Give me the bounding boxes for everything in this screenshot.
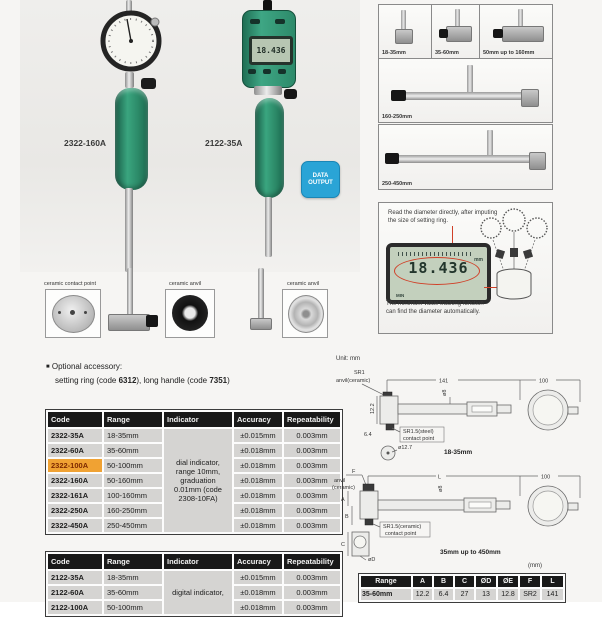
cell: ±0.018mm [234,489,282,502]
digital-gauge-display: 18.436 [249,36,293,65]
header-cell: Indicator [164,554,232,569]
head-knob [385,153,399,164]
table-row [361,589,563,600]
cell: 0.003mm [284,489,340,502]
head-tube [404,92,524,100]
dim-6-4: 6.4 [364,432,372,438]
lcd-min-indicator: MIN [396,293,405,298]
dim-100: 100 [541,474,551,481]
header-cell: Accuracy [234,412,282,427]
head-knob [493,29,503,38]
cell: ±0.018mm [234,459,282,472]
cell: ±0.018mm [234,586,282,599]
cell: 250-450mm [104,519,162,532]
cell: 50-100mm [104,601,162,614]
head-panel-label: 50mm up to 160mm [483,50,535,56]
unit-note: Unit: mm [336,356,360,362]
head-panel-label: 250-450mm [382,181,412,187]
cell: 141 [542,589,563,600]
ceramic-contact-point-label: ceramic contact point [44,281,96,287]
dial-gauge-handle [115,88,148,190]
spec-table-digital [45,551,343,617]
head-panel-18-35 [378,4,432,59]
dial-indicator-face [100,10,162,72]
dim-od: øD [368,557,376,563]
anvil-label-1: anvil [334,478,346,484]
head-rod [455,9,460,27]
dim-a: A [341,497,345,503]
head-body [446,26,472,42]
accessory-code-ring: 6312 [118,376,137,385]
contact-point-center [70,310,75,315]
head-knob [391,90,406,101]
cell: ±0.018mm [234,444,282,457]
dial-gauge-code-label: 2322-160A [64,138,107,148]
gauge-head-knob [146,315,158,327]
header-cell: C [455,576,474,587]
table-header-row [361,576,563,587]
header-cell: L [542,576,563,587]
cell: 12.2 [413,589,432,600]
cell: ±0.015mm [234,429,282,442]
dial-gauge-stem [125,72,134,88]
cell: 2122-100A [48,601,102,614]
header-cell: Range [104,412,162,427]
cell: 2322-60A [48,444,102,457]
lcd-unit: mm [474,257,483,263]
gauge-head-foot [250,318,272,330]
cell: 0.003mm [284,459,340,472]
header-cell: Code [48,554,102,569]
cell: 18-35mm [104,429,162,442]
header-cell: A [413,576,432,587]
technical-drawing-18-35 [332,366,600,464]
head-rod [467,65,473,95]
product-photo-area [20,0,360,272]
red-highlight-oval [394,257,480,285]
anvil-label-2: (ceramic) [332,485,355,491]
info-bottom-text [386,301,516,316]
dim-100: 100 [539,378,549,385]
cell: 12.8 [498,589,518,600]
head-rod [518,9,523,27]
head-body [395,29,413,44]
cell: SR2 [520,589,540,600]
header-cell: F [520,576,540,587]
digital-gauge-lower-rod [265,197,272,257]
cell-indicator: dial indicator, range 10mm, graduation 0.01mm (code 2308-10FA) [164,429,232,532]
head-tip [521,89,539,107]
gauge-head [108,314,150,331]
digital-gauge-button [250,19,260,24]
head-panel-250-450 [378,124,553,190]
dim-c: C [341,542,345,548]
cell: 0.003mm [284,519,340,532]
optional-accessory-note [46,360,336,387]
cell: 35-60mm [104,586,162,599]
header-cell: Range [104,554,162,569]
cell: ±0.018mm [234,474,282,487]
contact-point-label-1: SR1.5(ceramic) [383,524,422,530]
dimensions-table [358,573,566,603]
digital-gauge-clamp-knob [284,89,297,99]
ceramic-anvil-label: ceramic anvil [287,281,320,287]
header-cell: Indicator [164,412,232,427]
cell: ±0.018mm [234,504,282,517]
cell: 100-160mm [104,489,162,502]
cell: 2322-450A [48,519,102,532]
cell: 13 [476,589,496,600]
table-header-row [48,554,340,569]
header-cell: Repeatability [284,412,340,427]
dim-12-2: 12.2 [370,403,376,414]
accessory-line2-post: ) [227,376,230,385]
dim-o8: ø8 [438,485,444,492]
dim-141: 141 [439,378,449,385]
ceramic-anvil-photo [165,289,215,338]
head-panel-label: 35-60mm [435,50,459,56]
accessory-line1: Optional accessory: [51,362,123,371]
cell: 2122-35A [48,571,102,584]
cell: 35-60mm [361,589,411,600]
cell-indicator: digital indicator, [164,571,232,614]
info-top-text-line2: the size of setting ring. [388,217,449,224]
info-bottom-text-line2: can find the diameter automatically. [386,308,480,315]
cell: 2322-250A [48,504,102,517]
ceramic-anvil-photo [282,289,328,338]
gauge-head-rod [258,268,264,322]
table-row [48,429,340,442]
head-panel-label: 18-35mm [382,50,406,56]
dial-gauge-clamp-knob [141,78,156,89]
ceramic-anvil-label: ceramic anvil [169,281,202,287]
accessory-line2-pre: setting ring (code [55,376,119,385]
cell: 2322-100A [48,459,102,472]
table-header-row [48,412,340,427]
data-output-badge: DATA OUTPUT [301,161,340,198]
cell: 50-160mm [104,474,162,487]
header-cell: Range [361,576,411,587]
head-rod [487,130,493,158]
head-tip [529,152,546,170]
dim-l: L [438,474,442,481]
info-top-text-line1: Read the diameter directly, after imputing [388,210,498,216]
cell: 27 [455,589,474,600]
dial-gauge-lower-rod [125,188,133,272]
cell: 0.003mm [284,571,340,584]
contact-point-dot [58,311,61,314]
contact-point-label-2: contact point [403,436,435,442]
contact-point-label-1: SR1.5(steel) [403,429,434,435]
cell: 2122-60A [48,586,102,599]
cell: 0.003mm [284,504,340,517]
cell: 18-35mm [104,571,162,584]
header-cell: B [434,576,453,587]
header-cell: ØE [498,576,518,587]
head-panel-label: 160-250mm [382,114,412,120]
head-panel-160-250 [378,58,553,123]
cell: 0.003mm [284,429,340,442]
dim-sr1-label: SR1 [354,370,365,376]
digital-gauge-code-label: 2122-35A [205,138,243,148]
anvil-face-black [172,295,208,331]
head-panel-35-60 [431,4,480,59]
cell: ±0.018mm [234,601,282,614]
dim-table-unit-note: (mm) [528,563,542,569]
head-knob [439,29,448,38]
head-panel-50-160 [479,4,553,59]
table-row [48,571,340,584]
cell: ±0.015mm [234,571,282,584]
drawing1-caption: 18-35mm [444,449,473,456]
digital-gauge-handle [255,98,284,198]
bullet-icon: ■ [46,364,50,370]
accessory-code-handle: 7351 [209,376,228,385]
cell: 0.003mm [284,444,340,457]
digital-gauge-collar [254,86,282,95]
digital-gauge-button [275,19,285,24]
dim-o8: ø8 [442,389,448,396]
contact-point-label-2: contact point [385,531,417,537]
digital-gauge-button [278,69,286,74]
lcd-scale-ticks [398,252,472,256]
digital-gauge-button [263,69,271,74]
dim-b: B [345,514,349,520]
cell: 35-60mm [104,444,162,457]
cell: 2322-160A [48,474,102,487]
header-cell: ØD [476,576,496,587]
cell: 0.003mm [284,586,340,599]
dim-f: F [352,469,356,475]
setting-rings-illustration [478,208,550,304]
info-bottom-text-line1: The minimum value tracking function [386,301,484,307]
head-tube [397,155,532,163]
technical-drawing-35-450 [332,466,600,562]
cell: 0.003mm [284,474,340,487]
head-body [502,26,544,42]
header-cell: Repeatability [284,554,340,569]
head-rod [401,10,406,30]
drawing2-caption: 35mm up to 450mm [440,549,501,556]
anvil-face-chrome [288,295,324,333]
cell: 0.003mm [284,601,340,614]
header-cell: Code [48,412,102,427]
anvil-ceramic-label: anvil(ceramic) [336,378,371,384]
dim-o12-7: ø12.7 [398,445,413,451]
cell: 50-100mm [104,459,162,472]
digital-gauge-body [242,10,296,88]
cell: ±0.018mm [234,519,282,532]
accessory-line2-mid: ), long handle (code [136,376,210,385]
cell: 2322-35A [48,429,102,442]
header-cell: Accuracy [234,554,282,569]
cell: 2322-161A [48,489,102,502]
contact-point-dot [84,311,87,314]
lcd-value: 18.436 [408,259,469,277]
cell: 6.4 [434,589,453,600]
ceramic-contact-point-photo [45,289,101,338]
digital-gauge-button [248,69,256,74]
lcd-display-graphic [386,243,491,304]
cell: 160-250mm [104,504,162,517]
gauge-head-rod [127,268,133,318]
